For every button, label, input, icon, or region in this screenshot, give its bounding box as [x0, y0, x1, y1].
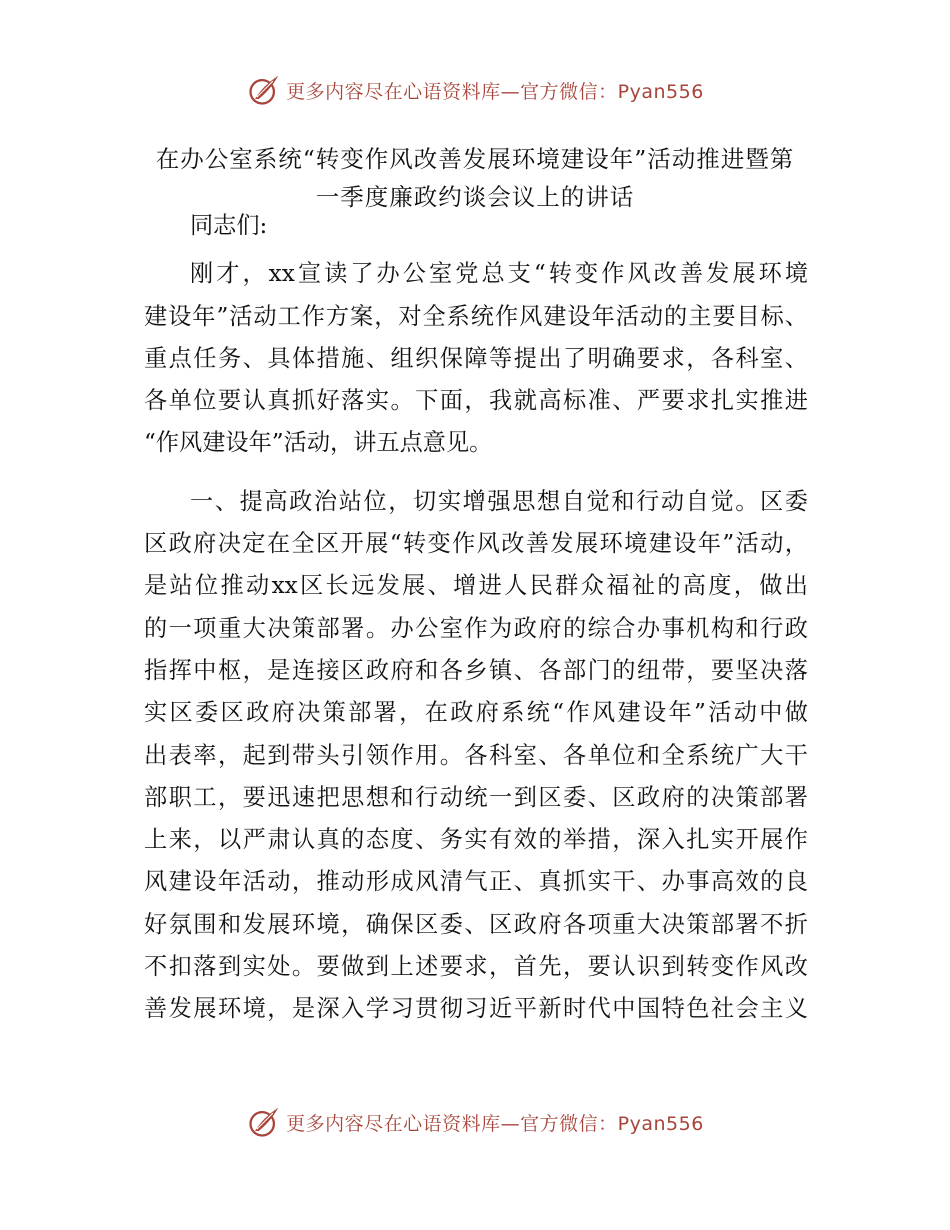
text-line: 指挥中枢，是连接区政府和各乡镇、各部门的纽带，要坚决落 [144, 656, 808, 684]
feather-pen-logo-icon [246, 72, 282, 108]
text-line: 重点任务、具体措施、组织保障等提出了明确要求，各科室、 [144, 344, 808, 372]
text-line: 实区委区政府决策部署，在政府系统“作风建设年”活动中做 [144, 699, 808, 727]
banner-text: 更多内容尽在心语资料库—官方微信：Pyan556 [286, 80, 704, 103]
text-line: 各单位要认真抓好落实。下面，我就高标准、严要求扎实推进 [144, 387, 808, 415]
text-line: 善发展环境，是深入学习贯彻习近平新时代中国特色社会主义 [144, 995, 808, 1023]
text-line: 一、提高政治站位，切实增强思想自觉和行动自觉。区委 [190, 487, 808, 515]
text-line: 部职工，要迅速把思想和行动统一到区委、区政府的决策部署 [144, 783, 808, 811]
text-line: 区政府决定在全区开展“转变作风改善发展环境建设年”活动， [144, 530, 808, 558]
salutation: 同志们: [190, 212, 268, 239]
text-line: “作风建设年”活动，讲五点意见。 [144, 429, 493, 457]
feather-pen-logo-icon [246, 1104, 282, 1140]
text-line: 的一项重大决策部署。办公室作为政府的综合办事机构和行政 [144, 614, 808, 642]
text-line: 刚才，xx宣读了办公室党总支“转变作风改善发展环境 [190, 260, 808, 288]
paragraph-2 [144, 481, 808, 1031]
title-line: 在办公室系统“转变作风改善发展环境建设年”活动推进暨第 [155, 145, 795, 173]
text-line: 出表率，起到带头引领作用。各科室、各单位和全系统广大干 [144, 741, 808, 769]
text-line: 建设年”活动工作方案，对全系统作风建设年活动的主要目标、 [144, 302, 808, 330]
title-line: 一季度廉政约谈会议上的讲话 [315, 183, 635, 211]
document-body [144, 205, 808, 1031]
paragraph-1 [144, 253, 808, 464]
text-line: 好氛围和发展环境，确保区委、区政府各项重大决策部署不折 [144, 910, 808, 938]
text-line: 不扣落到实处。要做到上述要求，首先，要认识到转变作风改 [144, 953, 808, 981]
footer-banner [0, 1102, 950, 1142]
banner-text: 更多内容尽在心语资料库—官方微信：Pyan556 [286, 1112, 704, 1135]
text-line: 上来，以严肃认真的态度、务实有效的举措，深入扎实开展作 [144, 826, 808, 854]
text-line: 是站位推动xx区长远发展、增进人民群众福祉的高度，做出 [144, 572, 808, 600]
text-line: 风建设年活动，推动形成风清气正、真抓实干、办事高效的良 [144, 868, 808, 896]
header-banner [0, 70, 950, 110]
